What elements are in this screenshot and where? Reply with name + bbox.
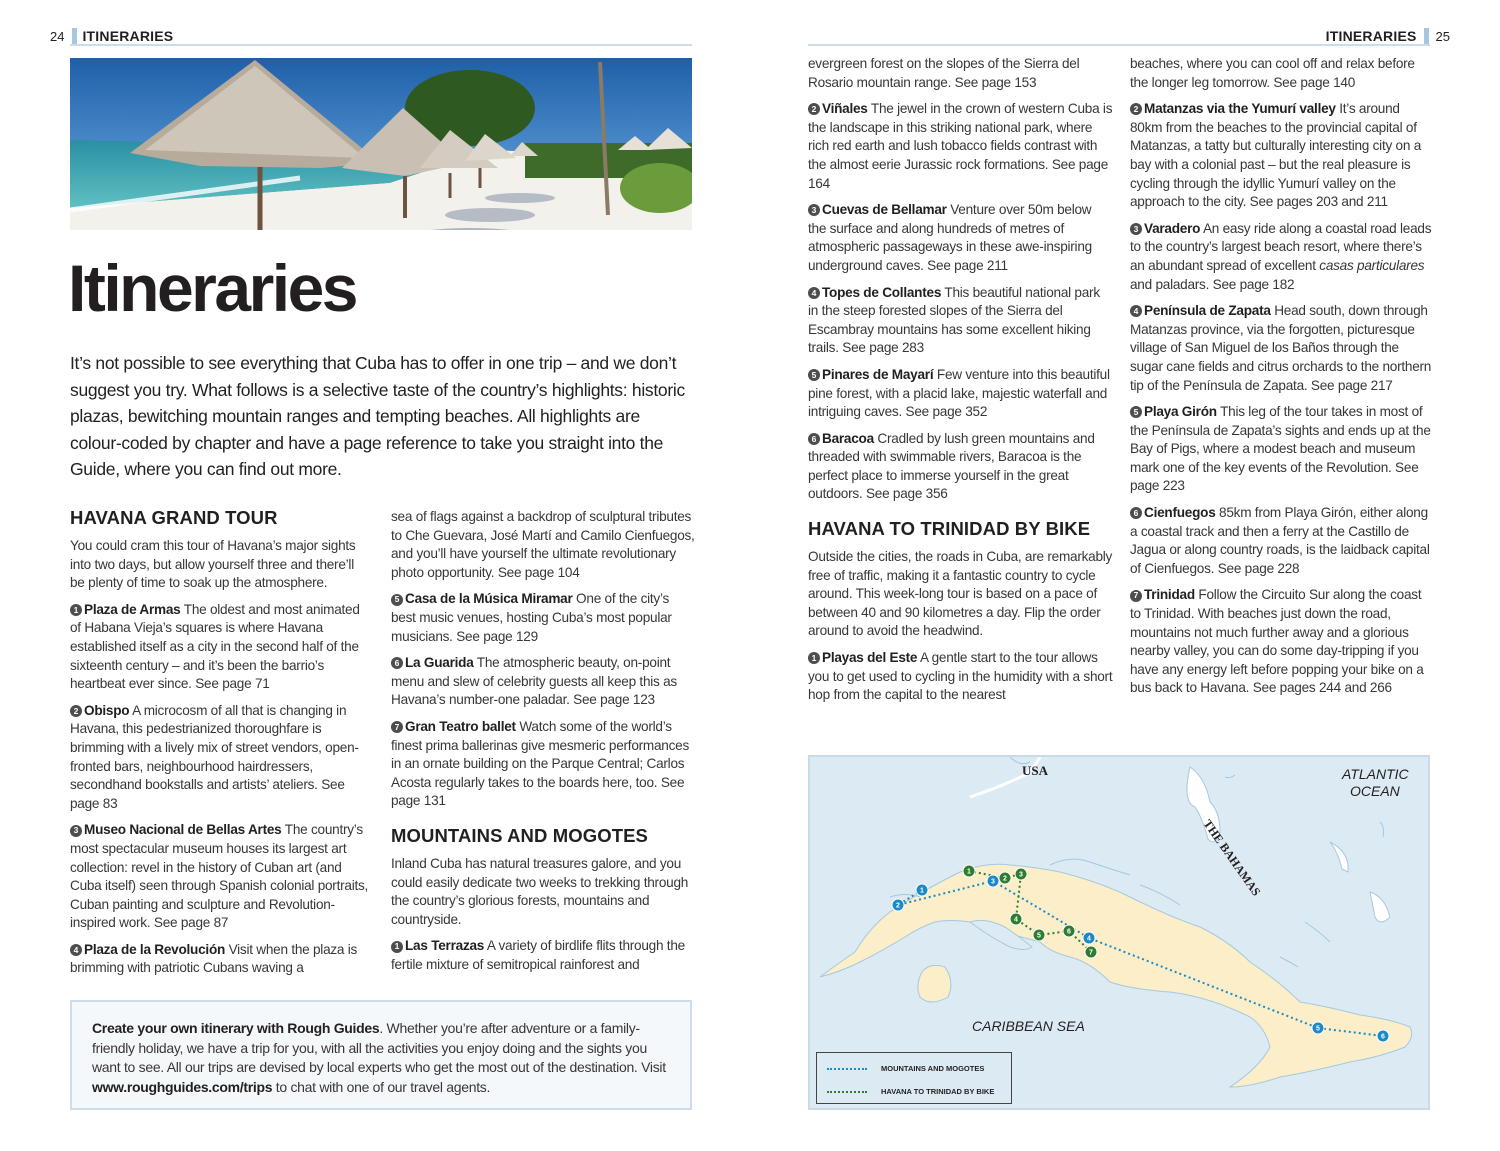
column-mountains-continued [808, 55, 1113, 713]
header-rule [70, 44, 692, 46]
number-badge-icon: 6 [391, 657, 403, 669]
list-item [1130, 302, 1435, 395]
svg-text:6: 6 [1067, 928, 1071, 936]
running-head-title: ITINERARIES [82, 28, 174, 44]
item-name: Varadero [1144, 220, 1201, 236]
item-text: A variety of birdlife flits through the fertile mixture of semitropical rainforest and [391, 938, 685, 972]
continued-text: sea of flags against a backdrop of sculptural tributes to Che Guevara, José Martí and Camilo Cienfuegos, and you’ll have yourself the ultimate revolutionary photo opportunity. See page 104 [391, 509, 695, 580]
svg-text:4: 4 [1014, 916, 1018, 924]
svg-text:7: 7 [1089, 949, 1093, 957]
section-heading-mountains: MOUNTAINS AND MOGOTES [391, 824, 648, 846]
section-heading-havana-grand-tour: HAVANA GRAND TOUR [70, 507, 278, 528]
right-page [750, 0, 1500, 1151]
item-text: Follow the Circuito Sur along the coast to Trinidad. With beaches just down the road, mountains not much further away and a glorious nearby valley, you can do some day-tripping if you have any energy left before popping your bike on a bus back to Havana. See pages 244 and 266 [1130, 587, 1424, 696]
number-badge-icon: 4 [808, 287, 820, 299]
item-name: Península de Zapata [1144, 303, 1271, 319]
svg-text:2: 2 [896, 902, 900, 910]
item-name: Casa de la Música Miramar [405, 591, 573, 607]
number-badge-icon: 5 [1130, 406, 1142, 418]
number-badge-icon: 1 [391, 941, 403, 953]
item-name: Viñales [822, 101, 868, 117]
running-head-bar [1424, 28, 1429, 44]
item-name: Playas del Este [822, 650, 918, 666]
list-item [391, 937, 696, 974]
legend-label: HAVANA TO TRINIDAD BY BIKE [881, 1087, 995, 1096]
list-item [70, 601, 370, 694]
item-text: Few venture into this beautiful pine forest, with a placid lake, majestic waterfall and intriguing caves. See page 352 [808, 366, 1110, 420]
running-head-bar [72, 28, 77, 44]
number-badge-icon: 6 [808, 433, 820, 445]
promo-text-end: to chat with one of our travel agents. [272, 1078, 491, 1095]
list-item [70, 821, 370, 933]
item-text: A gentle start to the tour allows you to get used to cycling in the humidity with a short hop from the capital to the nearest [808, 650, 1113, 703]
item-name: Pinares de Mayarí [822, 366, 934, 382]
item-name: Plaza de la Revolución [84, 941, 226, 957]
list-item [808, 430, 1113, 504]
number-badge-icon: 2 [70, 705, 82, 717]
number-badge-icon: 1 [808, 652, 820, 664]
svg-text:6: 6 [1381, 1033, 1385, 1041]
item-text: 85km from Playa Girón, either along a coastal track and then a ferry at the Castillo de Jagua or along country roads, is the laidback capital of Cienfuegos. See page 228 [1130, 505, 1430, 576]
section-intro: You could cram this tour of Havana’s major sights into two days, but allow yourself three and there’ll be plenty of time to soak up the atmosphere. [70, 538, 356, 591]
item-name: Gran Teatro ballet [405, 718, 516, 734]
promo-lead: Create your own itinerary with Rough Guides [92, 1020, 380, 1036]
item-text: The oldest and most animated of Habana Vieja’s squares is where Havana established itself as a city in the second half of the sixteenth century – and it’s been the barrio’s heartbeat ever since. See page 71 [70, 601, 360, 692]
running-head-left [50, 26, 173, 46]
running-head-right [1326, 26, 1450, 46]
number-badge-icon: 2 [1130, 103, 1142, 115]
list-item [391, 718, 696, 811]
promo-text: . Whether you’re after adventure or a family-friendly holiday, we have a trip for you, with all the activities you enjoy doing and the sights you want to see. All our trips are devised by local experts who get the most out of the destination. Visit [92, 1020, 666, 1075]
svg-text:4: 4 [1087, 935, 1091, 943]
svg-text:5: 5 [1316, 1025, 1320, 1033]
number-badge-icon: 3 [1130, 223, 1142, 235]
list-item [70, 941, 370, 978]
dotted-line-green-icon [827, 1091, 867, 1093]
number-badge-icon: 3 [808, 204, 820, 216]
beach-photo [70, 58, 692, 230]
item-name: Topes de Collantes [822, 284, 942, 300]
header-rule [808, 44, 1430, 46]
svg-text:5: 5 [1037, 932, 1041, 940]
item-text: The jewel in the crown of western Cuba is the landscape in this striking national park, where rich red earth and lush tobacco fields contrast with the almost eerie Jurassic rock formations. See page 164 [808, 101, 1113, 191]
item-text: The country’s most spectacular museum houses its largest art collection: revel in the history of Cuban art (and Cuba itself) seen through Spanish colonial portraits, Cuban painting and sculpture and Revolution-inspired work. See page 87 [70, 822, 369, 931]
item-name: Matanzas via the Yumurí valley [1144, 101, 1336, 117]
number-badge-icon: 5 [808, 369, 820, 381]
section-heading-bike: HAVANA TO TRINIDAD BY BIKE [808, 518, 1091, 540]
item-name: Playa Girón [1144, 404, 1217, 420]
continued-text: beaches, where you can cool off and relax before the longer leg tomorrow. See page 140 [1130, 56, 1415, 90]
item-name: Las Terrazas [405, 938, 485, 954]
list-item [1130, 100, 1435, 212]
item-text: A microcosm of all that is changing in Havana, this pedestrianized thoroughfare is brimming with a lively mix of street vendors, open-fronted bars, neighbourhood hairdressers, secondhand bookstalls and artists’ ateliers. See page 83 [70, 702, 359, 811]
item-name: Cuevas de Bellamar [822, 202, 947, 218]
list-item [808, 100, 1113, 193]
running-head-title: ITINERARIES [1325, 28, 1417, 44]
item-name: Plaza de Armas [84, 601, 181, 617]
item-text: Cradled by lush green mountains and threaded with swimmable rivers, Baracoa is the perfect place to immerse yourself in the great outdoors. See page 356 [808, 430, 1095, 502]
item-name: Obispo [84, 702, 130, 718]
item-text: Head south, down through Matanzas province, via the forgotten, picturesque village of San Miguel de los Baños through the sugar cane fields and citrus orchards to the northern tip of the Península de Zapata. See page 217 [1130, 303, 1432, 393]
number-badge-icon: 7 [391, 721, 403, 733]
number-badge-icon: 6 [1130, 507, 1142, 519]
number-badge-icon: 7 [1130, 590, 1142, 602]
item-text: This beautiful national park in the steep forested slopes of the Sierra del Escambray mountains has some excellent hiking trails. See page 283 [808, 284, 1100, 356]
legend-item-mountains [827, 1064, 984, 1073]
svg-text:1: 1 [920, 887, 924, 895]
number-badge-icon: 4 [70, 944, 82, 956]
number-badge-icon: 1 [70, 604, 82, 616]
item-name: Museo Nacional de Bellas Artes [84, 822, 282, 838]
map-legend [816, 1052, 1012, 1104]
number-badge-icon: 3 [70, 825, 82, 837]
item-name: Baracoa [822, 430, 874, 446]
item-text-italic: casas particulares [1319, 257, 1425, 273]
item-text: Venture over 50m below the surface and along hundreds of metres of atmospheric passageways in these awe-inspiring underground caves. See page 211 [808, 202, 1092, 273]
item-text: and paladars. See page 182 [1130, 276, 1295, 292]
item-text: One of the city’s best music venues, hosting Cuba’s most popular musicians. See page 129 [391, 591, 672, 644]
map-label-ocean: OCEAN [1350, 783, 1400, 799]
svg-text:3: 3 [1019, 871, 1023, 879]
section-intro: Outside the cities, the roads in Cuba, are remarkably free of traffic, making it a fantastic country to cycle around. This week-long tour is based on a pace of between 40 and 90 kilometres a day. Flip the order around to avoid the headwind. [808, 549, 1113, 639]
item-name: La Guarida [405, 655, 474, 671]
legend-item-bike [827, 1087, 994, 1096]
list-item [1130, 403, 1435, 496]
list-item [1130, 220, 1435, 294]
intro-paragraph: It’s not possible to see everything that Cuba has to offer in one trip – and we don’t suggest you try. What follows is a selective taste of the country’s highlights: historic plazas, bewitching mountain ranges and tempting beaches. All highlights are colour-coded by chapter and have a page reference to take you straight into the Guide, where you can find out more. [70, 353, 685, 479]
list-item [391, 590, 696, 646]
map-label-caribbean: CARIBBEAN SEA [972, 1018, 1085, 1034]
number-badge-icon: 5 [391, 594, 403, 606]
continued-text: evergreen forest on the slopes of the Sierra del Rosario mountain range. See page 153 [808, 56, 1080, 90]
column-havana-continued [391, 508, 696, 982]
map-label-usa: USA [1022, 763, 1049, 778]
list-item [1130, 586, 1435, 698]
cuba-itinerary-map [808, 755, 1430, 1110]
column-bike-continued [1130, 55, 1435, 706]
list-item [70, 702, 370, 814]
list-item [808, 649, 1113, 705]
svg-text:1: 1 [967, 868, 971, 876]
item-text: Visit when the plaza is brimming with patriotic Cubans waving a [70, 941, 358, 976]
item-text: An easy ride along a coastal road leads to the country’s largest beach resort, where there’s an abundant spread of excellent [1130, 220, 1432, 273]
page-title: Itineraries [68, 251, 356, 325]
map-label-atlantic: ATLANTIC [1342, 766, 1409, 782]
list-item [391, 654, 696, 710]
svg-text:3: 3 [991, 878, 995, 886]
item-text: It’s around 80km from the beaches to the provincial capital of Matanzas, a tatty but culturally interesting city on a bay with a colonial past – but the real pleasure is cycling through the idyllic Yumurí valley on the approach to the city. See pages 203 and 211 [1130, 101, 1421, 210]
page-number: 25 [1435, 28, 1450, 44]
map-label-bahamas: THE BAHAMAS [1200, 817, 1264, 899]
hero-image-beach [70, 58, 692, 230]
list-item [808, 284, 1113, 358]
item-name: Trinidad [1144, 587, 1195, 603]
promo-link[interactable]: www.roughguides.com/trips [92, 1078, 273, 1095]
item-text: The atmospheric beauty, on-point menu and slew of celebrity guests all keep this as Havana’s number-one paladar. See page 123 [391, 655, 677, 708]
list-item [808, 201, 1113, 275]
item-text: Watch some of the world’s finest prima ballerinas give mesmeric performances in an ornate building on the Parque Central; Carlos Acosta regularly takes to the boards here, too. See page 131 [391, 718, 690, 809]
dotted-line-blue-icon [827, 1068, 867, 1070]
section-intro: Inland Cuba has natural treasures galore, and you could easily dedicate two weeks to trekking through the country’s glorious forests, mountains and countryside. [391, 855, 689, 927]
column-havana-grand-tour [70, 507, 370, 986]
rough-guides-promo-box [70, 1000, 692, 1110]
list-item [808, 366, 1113, 422]
number-badge-icon: 4 [1130, 305, 1142, 317]
svg-text:2: 2 [1003, 875, 1007, 883]
legend-label: MOUNTAINS AND MOGOTES [881, 1064, 985, 1073]
item-text: This leg of the tour takes in most of the Península de Zapata’s sights and ends up at the Bay of Pigs, where a modest beach and museum mark one of the key events of the Revolution. See page 223 [1130, 404, 1431, 494]
number-badge-icon: 2 [808, 103, 820, 115]
item-name: Cienfuegos [1144, 505, 1216, 521]
page-number: 24 [50, 28, 65, 44]
list-item [1130, 504, 1435, 578]
